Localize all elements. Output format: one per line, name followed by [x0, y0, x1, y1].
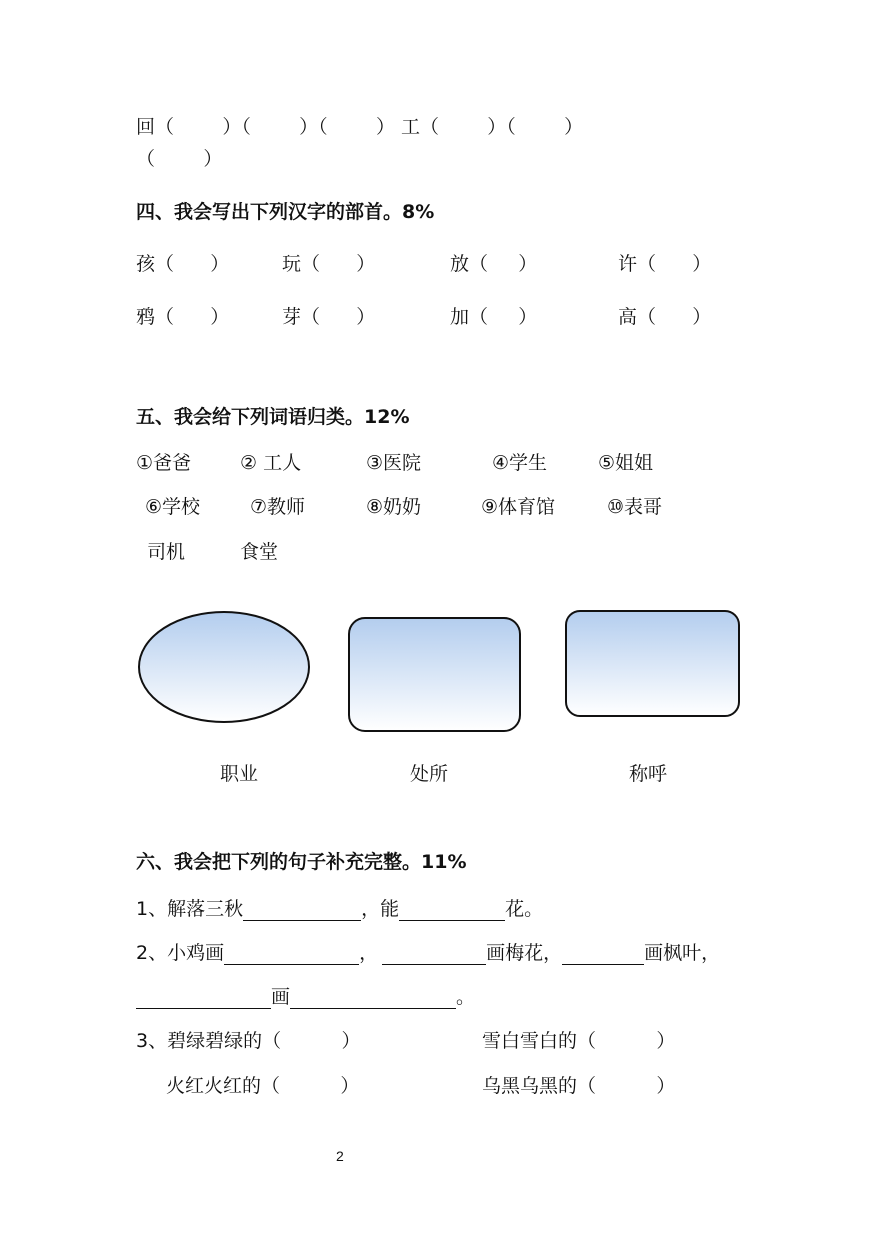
sentence-text: 1、解落三秋	[136, 898, 244, 920]
sentence-text: 画枫叶，	[644, 942, 721, 964]
radical-item: 玩（ ）	[282, 253, 376, 275]
radical-item: 孩（ ）	[136, 253, 230, 275]
word-item: ⑨体育馆	[481, 496, 556, 518]
answer-blank	[382, 944, 486, 965]
radical-item: 鸦（ ）	[136, 306, 230, 328]
sentence-1	[136, 897, 543, 921]
word-item: ⑥学校	[145, 496, 201, 518]
sentence-3-left-2: 火红火红的（ ）	[166, 1075, 360, 1097]
occupation-ellipse	[139, 612, 309, 722]
sentence-3-right: 雪白雪白的（ ）	[482, 1030, 676, 1052]
section-4-heading: 四、我会写出下列汉字的部首。8%	[136, 201, 435, 223]
sentence-text: ，	[359, 942, 379, 964]
section-6-heading: 六、我会把下列的句子补充完整。11%	[136, 851, 467, 873]
word-item: 司机	[147, 541, 186, 563]
radical-item: 许（ ）	[618, 253, 712, 275]
top-line-2: （ ）	[136, 148, 223, 170]
word-item: ⑧奶奶	[366, 496, 422, 518]
word-item: ③医院	[366, 452, 422, 474]
sentence-text: 画	[271, 986, 291, 1008]
sentence-3-left: 3、碧绿碧绿的（ ）	[136, 1030, 361, 1052]
top-line-1: 回（ ）（ ）（ ） 工（ ）（ ）	[136, 116, 584, 138]
sentence-text: 花。	[505, 898, 544, 920]
answer-blank	[290, 988, 456, 1009]
radical-item: 加（ ）	[450, 306, 538, 328]
word-item: ④学生	[492, 452, 548, 474]
sentence-text: ，能	[361, 898, 400, 920]
radical-item: 芽（ ）	[282, 306, 376, 328]
answer-blank	[136, 988, 271, 1009]
radical-item: 放（ ）	[450, 253, 538, 275]
sentence-text: 2、小鸡画	[136, 942, 225, 964]
word-item: 食堂	[240, 541, 279, 563]
answer-blank	[399, 900, 505, 921]
radical-item: 高（ ）	[618, 306, 712, 328]
sentence-2	[136, 941, 720, 965]
address-term-box	[566, 611, 739, 716]
word-item: ①爸爸	[136, 452, 192, 474]
place-box	[349, 618, 520, 731]
word-item: ⑦教师	[250, 496, 306, 518]
word-item: ⑤姐姐	[598, 452, 654, 474]
sentence-text: 。	[456, 986, 476, 1008]
word-item: ② 工人	[240, 452, 302, 474]
sentence-3-right-2: 乌黑乌黑的（ ）	[482, 1075, 676, 1097]
word-item: ⑩表哥	[607, 496, 663, 518]
occupation-label: 职业	[220, 763, 259, 785]
page-number: 2	[336, 1148, 344, 1164]
sentence-text: 画梅花，	[486, 942, 563, 964]
answer-blank	[243, 900, 361, 921]
section-5-heading: 五、我会给下列词语归类。12%	[136, 406, 410, 428]
answer-blank	[562, 944, 644, 965]
answer-blank	[224, 944, 359, 965]
sentence-2-continued	[136, 985, 475, 1009]
place-label: 处所	[410, 763, 449, 785]
address-term-label: 称呼	[629, 763, 668, 785]
